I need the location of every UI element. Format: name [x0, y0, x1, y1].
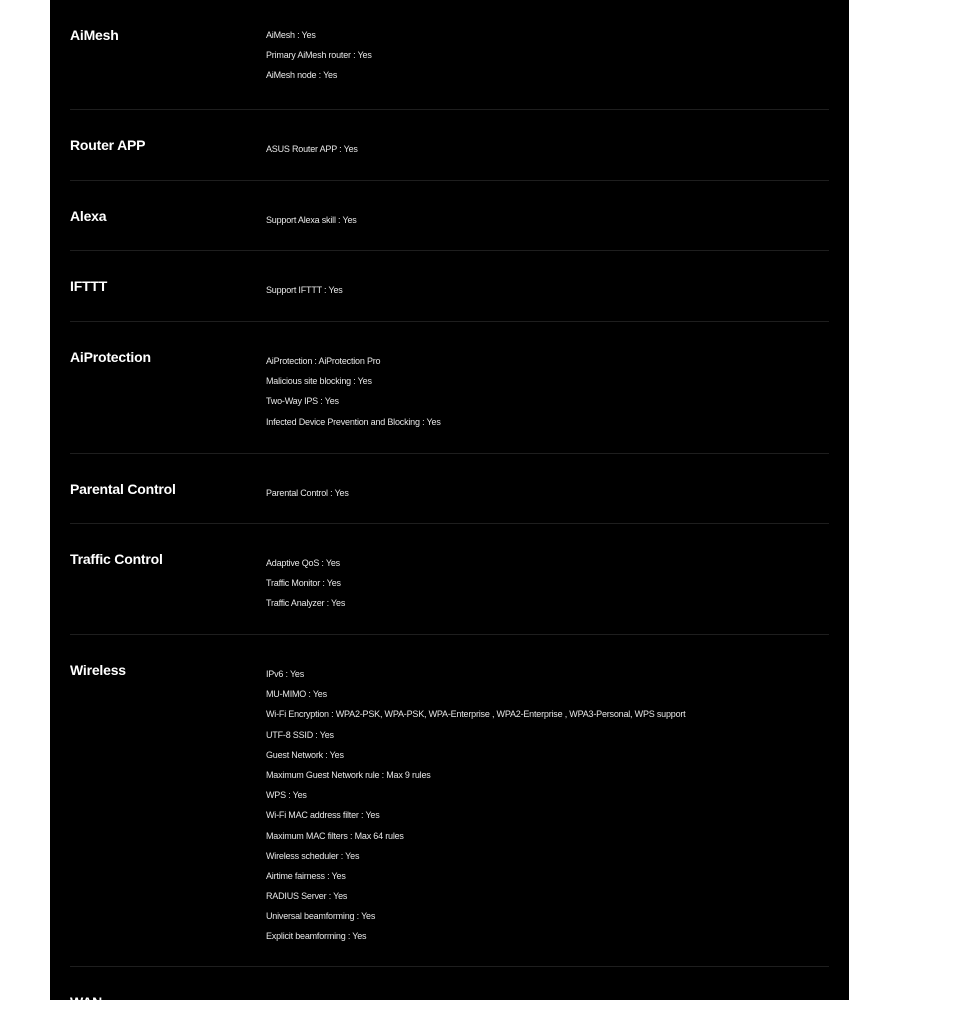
spec-values	[266, 139, 358, 159]
spec-value: Wireless scheduler : Yes	[266, 850, 360, 861]
spec-value: Support Alexa skill : Yes	[266, 215, 357, 225]
spec-value: Two-Way IPS : Yes	[266, 396, 339, 407]
spec-value: AiProtection : AiProtection Pro	[266, 356, 381, 366]
spec-label: Parental Control	[70, 481, 176, 497]
spec-label: IFTTT	[70, 278, 108, 294]
spec-value: WPS : Yes	[266, 790, 307, 801]
spec-row-aimesh	[70, 0, 829, 110]
spec-value: IPv6 : Yes	[266, 669, 305, 679]
spec-value: Wi-Fi Encryption : WPA2-PSK, WPA-PSK, WPA-Enterprise , WPA2-Enterprise , WPA3-Personal, WPS support	[266, 709, 686, 720]
spec-list	[70, 0, 829, 1027]
spec-value: Airtime fairness : Yes	[266, 870, 346, 881]
spec-label: Router APP	[70, 137, 146, 153]
spec-value: Support IFTTT : Yes	[266, 285, 343, 295]
spec-label: Wireless	[70, 662, 126, 678]
spec-label: WAN	[70, 994, 103, 1010]
spec-value: RADIUS Server : Yes	[266, 891, 348, 902]
spec-value: Traffic Analyzer : Yes	[266, 598, 346, 609]
spec-value: Traffic Monitor : Yes	[266, 578, 341, 589]
spec-row-parental-control	[70, 454, 829, 524]
spec-values	[266, 351, 441, 432]
spec-value: UTF-8 SSID : Yes	[266, 729, 334, 740]
spec-row-wan	[70, 967, 829, 1027]
spec-label: Alexa	[70, 208, 107, 224]
spec-row-ifttt	[70, 251, 829, 322]
spec-value: Malicious site blocking : Yes	[266, 376, 372, 387]
spec-value: ASUS Router APP : Yes	[266, 144, 358, 154]
spec-row-wireless	[70, 635, 829, 967]
spec-values	[266, 483, 349, 503]
spec-values	[266, 280, 343, 300]
spec-value: AiMesh : Yes	[266, 30, 316, 40]
spec-value: MU-MIMO : Yes	[266, 689, 327, 700]
spec-label: AiProtection	[70, 349, 151, 365]
spec-row-traffic-control	[70, 524, 829, 635]
spec-row-aiprotection	[70, 322, 829, 454]
spec-row-router-app	[70, 110, 829, 181]
spec-label: Traffic Control	[70, 551, 163, 567]
spec-row-alexa	[70, 181, 829, 251]
spec-value: Wi-Fi MAC address filter : Yes	[266, 810, 380, 821]
spec-value: Explicit beamforming : Yes	[266, 931, 367, 942]
spec-value: Universal beamforming : Yes	[266, 911, 376, 922]
spec-values	[266, 553, 345, 614]
spec-value: Infected Device Prevention and Blocking : Yes	[266, 416, 441, 427]
spec-value: Adaptive QoS : Yes	[266, 558, 340, 568]
spec-value: Maximum MAC filters : Max 64 rules	[266, 830, 404, 841]
spec-values	[266, 210, 357, 230]
spec-value: AiMesh node : Yes	[266, 70, 338, 81]
spec-value: Parental Control : Yes	[266, 488, 349, 498]
spec-value: Maximum Guest Network rule : Max 9 rules	[266, 769, 431, 780]
spec-value: Primary AiMesh router : Yes	[266, 50, 372, 61]
spec-label: AiMesh	[70, 27, 119, 43]
spec-value: Guest Network : Yes	[266, 749, 344, 760]
spec-panel	[50, 0, 849, 1010]
spec-values	[266, 664, 685, 947]
spec-values	[266, 25, 372, 86]
